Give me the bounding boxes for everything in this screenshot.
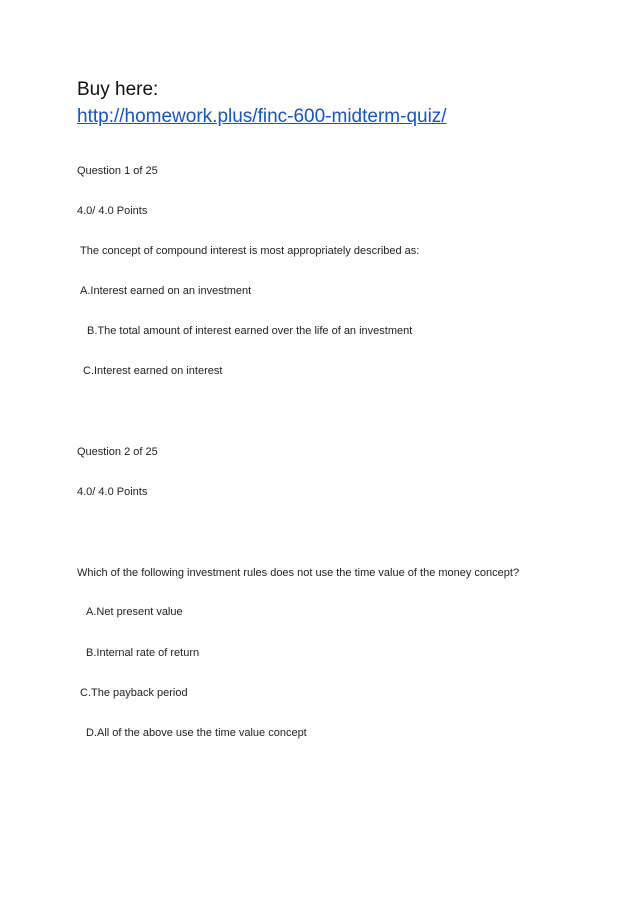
question-2-points: 4.0/ 4.0 Points <box>77 486 148 498</box>
question-1-option-c: C.Interest earned on interest <box>83 365 223 377</box>
question-1-prompt: The concept of compound interest is most appropriately described as: <box>80 245 420 257</box>
question-1-points: 4.0/ 4.0 Points <box>77 205 148 217</box>
question-2-option-c: C.The payback period <box>80 687 188 699</box>
question-2-option-d: D.All of the above use the time value concept <box>86 727 307 739</box>
buy-link[interactable]: http://homework.plus/finc-600-midterm-quiz/ <box>77 106 447 127</box>
question-2-number: Question 2 of 25 <box>77 446 158 458</box>
question-2-prompt: Which of the following investment rules does not use the time value of the money concept? <box>77 567 520 579</box>
question-1-option-a: A.Interest earned on an investment <box>80 285 252 297</box>
question-1-number: Question 1 of 25 <box>77 165 158 177</box>
question-1-option-b: B.The total amount of interest earned over the life of an investment <box>87 325 413 337</box>
question-2-option-b: B.Internal rate of return <box>86 647 200 659</box>
buy-here-label: Buy here: <box>77 79 159 100</box>
question-2-option-a: A.Net present value <box>86 606 183 618</box>
